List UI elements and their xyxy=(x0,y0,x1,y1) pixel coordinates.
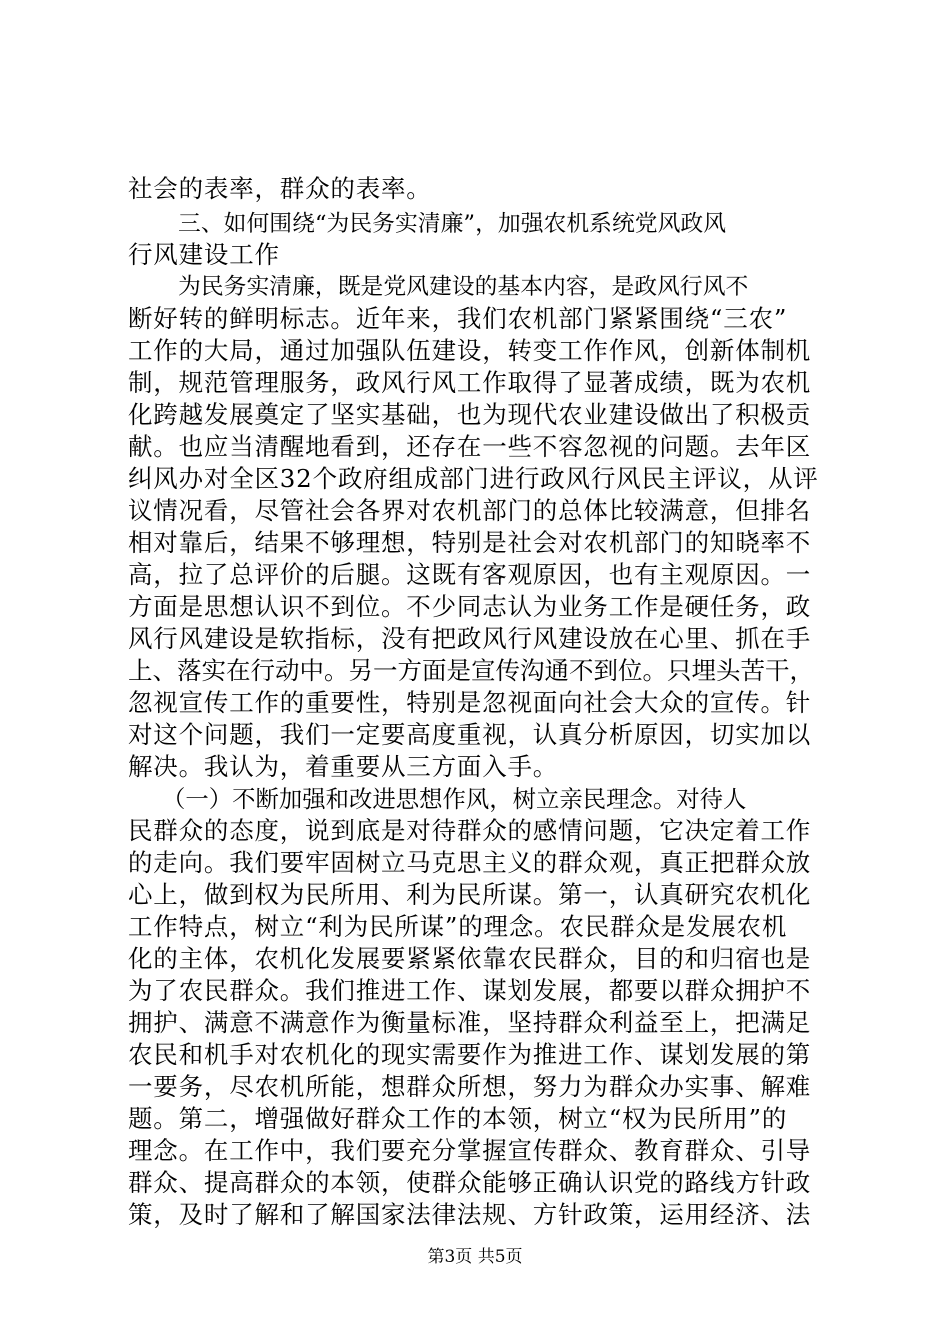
text-line: 的走向。我们要牢固树立马克思主义的群众观，真正把群众放 xyxy=(128,848,812,877)
text-line: 议情况看，尽管社会各界对农机部门的总体比较满意，但排名 xyxy=(128,496,812,525)
text-line: 上、落实在行动中。另一方面是宣传沟通不到位。只埋头苦干， xyxy=(128,656,814,685)
text-line: 一要务，尽农机所能，想群众所想，努力为群众办实事、解难 xyxy=(128,1072,812,1101)
text-line: 忽视宣传工作的重要性，特别是忽视面向社会大众的宣传。针 xyxy=(128,688,812,717)
text-line: 题。第二，增强做好群众工作的本领，树立“权为民所用”的 xyxy=(128,1104,788,1133)
text-line: 方面是思想认识不到位。不少同志认为业务工作是硬任务，政 xyxy=(128,592,812,621)
text-line: （一）不断加强和改进思想作风，树立亲民理念。对待人 xyxy=(162,785,747,813)
text-line: 拥护、满意不满意作为衡量标准，坚持群众利益至上，把满足 xyxy=(128,1008,812,1037)
text-line: 献。也应当清醒地看到，还存在一些不容忽视的问题。去年区 xyxy=(128,432,812,461)
text-line: 工作的大局，通过加强队伍建设，转变工作作风，创新体制机 xyxy=(128,336,812,365)
text-line: 相对靠后，结果不够理想，特别是社会对农机部门的知晓率不 xyxy=(128,528,812,557)
page-number-footer: 第3页 共5页 xyxy=(427,1247,523,1267)
text-line: 高，拉了总评价的后腿。这既有客观原因，也有主观原因。一 xyxy=(128,560,812,589)
text-line: 风行风建设是软指标，没有把政风行风建设放在心里、抓在手 xyxy=(128,624,812,653)
text-line: 社会的表率，群众的表率。 xyxy=(128,174,432,203)
text-line: 民群众的态度，说到底是对待群众的感情问题，它决定着工作 xyxy=(128,816,812,845)
text-line: 纠风办对全区32个政府组成部门进行政风行风民主评议，从评 xyxy=(128,464,819,493)
text-line: 断好转的鲜明标志。近年来，我们农机部门紧紧围绕“三农” xyxy=(128,304,788,333)
text-line: 为民务实清廉，既是党风建设的基本内容，是政风行风不 xyxy=(178,274,749,300)
text-line: 工作特点，树立“利为民所谋”的理念。农民群众是发展农机 xyxy=(128,912,788,941)
text-line: 农民和机手对农机化的现实需要作为推进工作、谋划发展的第 xyxy=(128,1040,812,1069)
text-line: 理念。在工作中，我们要充分掌握宣传群众、教育群众、引导 xyxy=(128,1136,812,1165)
text-line: 为了农民群众。我们推进工作、谋划发展，都要以群众拥护不 xyxy=(128,976,812,1005)
text-line: 制，规范管理服务，政风行风工作取得了显著成绩，既为农机 xyxy=(128,368,812,397)
section-heading-line: 三、如何围绕“为民务实清廉”，加强农机系统党风政风 xyxy=(178,211,727,237)
section-heading-line: 行风建设工作 xyxy=(128,240,280,269)
text-line: 心上，做到权为民所用、利为民所谋。第一，认真研究农机化 xyxy=(128,880,812,909)
text-line: 化的主体，农机化发展要紧紧依靠农民群众，目的和归宿也是 xyxy=(128,944,812,973)
text-line: 策，及时了解和了解国家法律法规、方针政策，运用经济、法 xyxy=(128,1200,812,1229)
text-line: 群众、提高群众的本领，使群众能够正确认识党的路线方针政 xyxy=(128,1168,812,1197)
text-line: 化跨越发展奠定了坚实基础，也为现代农业建设做出了积极贡 xyxy=(128,400,812,429)
text-line: 对这个问题，我们一定要高度重视，认真分析原因，切实加以 xyxy=(128,720,812,749)
text-line: 解决。我认为，着重要从三方面入手。 xyxy=(128,752,559,781)
